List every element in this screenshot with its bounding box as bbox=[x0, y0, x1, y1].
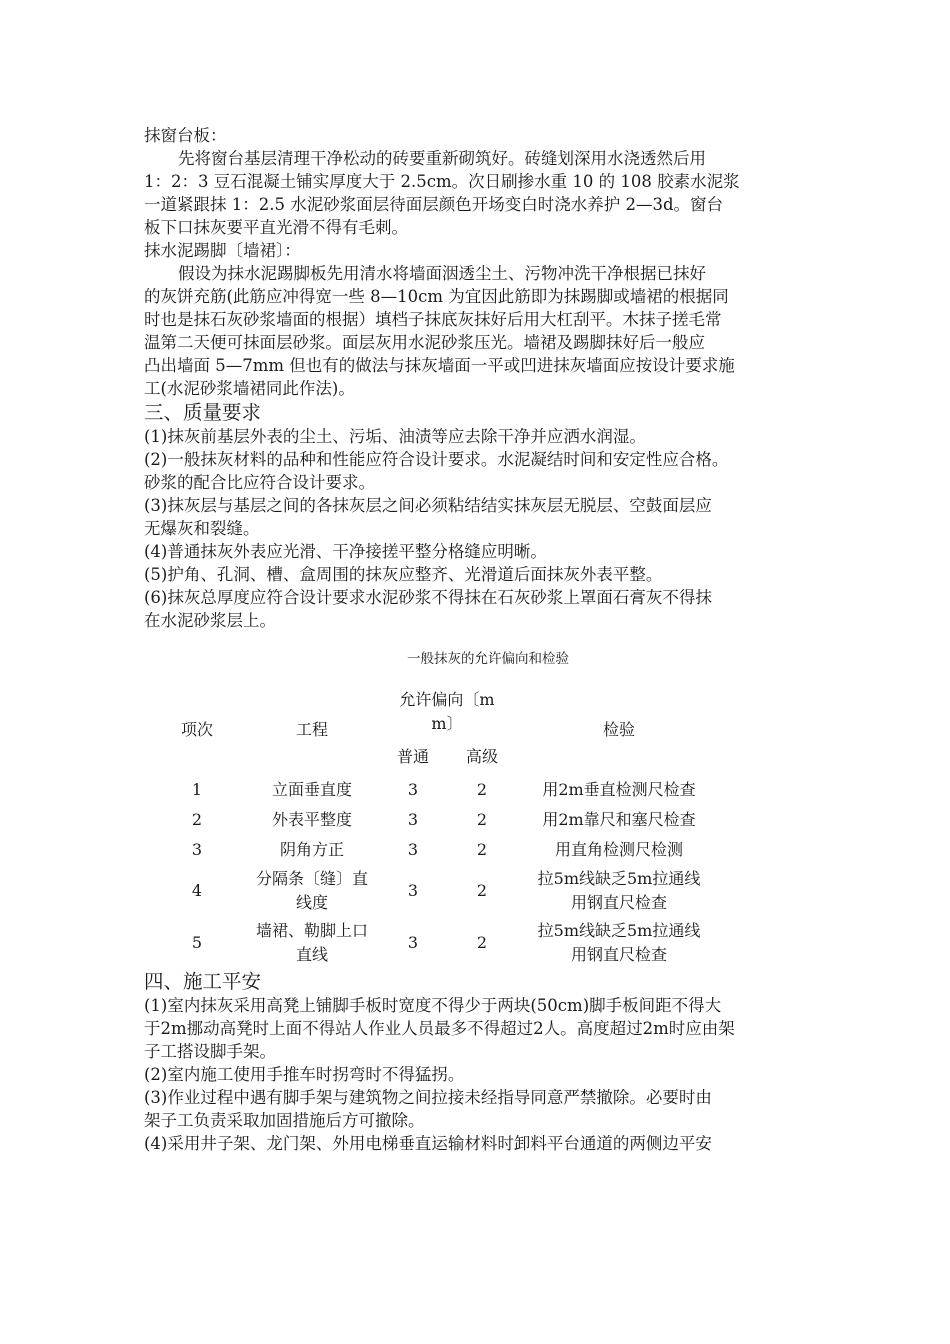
skirting-paragraph-line: 工(水泥砂浆墙裙同此作法)。 bbox=[144, 379, 355, 398]
table-row bbox=[148, 865, 722, 917]
cell-inspection-line: 拉5m线缺乏5m拉通线 bbox=[537, 869, 701, 888]
cell-project: 立面垂直度 bbox=[271, 780, 352, 799]
quality-item-line: (2)一般抹灰材料的品种和性能应符合设计要求。水泥凝结时间和安定性应合格。 bbox=[144, 450, 729, 469]
cell-no: 4 bbox=[191, 881, 203, 900]
quality-item-line: (5)护角、孔洞、槽、盒周围的抹灰应整齐、光滑道后面抹灰外表平整。 bbox=[144, 565, 663, 584]
cell-project-line: 直线 bbox=[295, 945, 328, 964]
safety-item-line: 子工搭设脚手架。 bbox=[144, 1042, 276, 1061]
header-inspection: 检验 bbox=[602, 720, 635, 739]
windowsill-paragraph-line: 一道紧跟抹 1：2.5 水泥砂浆面层待面层颜色开场变白时浇水养护 2—3d。窗台 bbox=[144, 195, 724, 214]
quality-item-line: (1)抹灰前基层外表的尘土、污垢、油渍等应去除干净并应洒水润湿。 bbox=[144, 427, 646, 446]
safety-item-line: (2)室内施工使用手推车时拐弯时不得猛拐。 bbox=[144, 1065, 465, 1084]
header-tolerance bbox=[378, 685, 516, 739]
cell-advanced: 2 bbox=[476, 840, 488, 859]
safety-item-line: (4)采用井子架、龙门架、外用电梯垂直运输材料时卸料平台通道的两侧边平安 bbox=[144, 1134, 712, 1153]
windowsill-paragraph-line: 先将窗台基层清理干净松动的砖要重新砌筑好。砖缝划深用水浇透然后用 bbox=[178, 149, 706, 168]
cell-advanced: 2 bbox=[476, 881, 488, 900]
cell-project: 阴角方正 bbox=[279, 840, 344, 859]
windowsill-paragraph-line: 板下口抹灰要平直光滑不得有毛刺。 bbox=[144, 218, 408, 237]
quality-item-line: 砂浆的配合比应符合设计要求。 bbox=[144, 473, 375, 492]
windowsill-paragraph-line: 1：2：3 豆石混凝土铺实厚度大于 2.5cm。次日刷掺水重 10 的 108 胶素水泥浆 bbox=[144, 172, 740, 191]
cell-inspection: 用直角检测尺检测 bbox=[554, 840, 683, 859]
cell-normal: 3 bbox=[407, 933, 419, 952]
table-row bbox=[148, 805, 722, 835]
header-normal: 普通 bbox=[396, 747, 429, 766]
cell-no: 2 bbox=[191, 810, 203, 829]
cell-advanced: 2 bbox=[476, 810, 488, 829]
safety-item-line: (1)室内抹灰采用高凳上铺脚手板时宽度不得少于两块(50cm)脚手板间距不得大 bbox=[144, 996, 722, 1015]
document-page bbox=[144, 124, 824, 1155]
cell-no: 1 bbox=[191, 780, 203, 799]
cell-project-line: 分隔条〔缝〕直 bbox=[255, 869, 368, 888]
safety-section-heading: 四、施工平安 bbox=[144, 970, 262, 993]
quality-item-line: (3)抹灰层与基层之间的各抹灰层之间必须粘结结实抹灰层无脱层、空鼓面层应 bbox=[144, 496, 712, 515]
cell-inspection-line: 用钢直尺检查 bbox=[570, 893, 667, 912]
header-tolerance-line: 允许偏向〔m bbox=[399, 690, 495, 709]
skirting-paragraph-line: 时也是抹石灰砂浆墙面的根据）填档子抹底灰抹好后用大杠刮平。木抹子搓毛常 bbox=[144, 310, 722, 329]
cell-project bbox=[246, 917, 378, 969]
cell-project-line: 线度 bbox=[295, 893, 328, 912]
skirting-paragraph-line: 假设为抹水泥踢脚板先用清水将墙面洇透尘土、污物冲洗干净根据已抹好 bbox=[178, 264, 706, 283]
header-project: 工程 bbox=[295, 720, 328, 739]
cell-advanced: 2 bbox=[476, 780, 488, 799]
cell-inspection bbox=[516, 865, 722, 917]
header-item: 项次 bbox=[180, 720, 213, 739]
safety-item-line: (3)作业过程中遇有脚手架与建筑物之间拉接未经指导同意严禁撤除。必要时由 bbox=[144, 1088, 712, 1107]
cell-advanced: 2 bbox=[476, 933, 488, 952]
cell-normal: 3 bbox=[407, 810, 419, 829]
quality-item-line: 无爆灰和裂缝。 bbox=[144, 519, 260, 538]
cell-normal: 3 bbox=[407, 881, 419, 900]
quality-section-heading: 三、质量要求 bbox=[144, 401, 262, 424]
quality-item-line: (4)普通抹灰外表应光滑、干净接搓平整分格缝应明晰。 bbox=[144, 542, 547, 561]
header-tolerance-line: m〕 bbox=[431, 714, 463, 733]
table-row bbox=[148, 835, 722, 865]
cell-inspection bbox=[516, 917, 722, 969]
table-row bbox=[148, 917, 722, 969]
skirting-paragraph-line: 温第二天便可抹面层砂浆。面层灰用水泥砂浆压光。墙裙及踢脚抹好后一般应 bbox=[144, 333, 705, 352]
cell-project: 外表平整度 bbox=[271, 810, 352, 829]
safety-item-line: 架子工负责采取加固措施后方可撤除。 bbox=[144, 1111, 425, 1130]
cell-inspection-line: 用钢直尺检查 bbox=[570, 945, 667, 964]
cell-inspection: 用2m靠尺和塞尺检查 bbox=[542, 810, 696, 829]
cell-project-line: 墙裙、勒脚上口 bbox=[255, 921, 368, 940]
skirting-paragraph-line: 凸出墙面 5—7mm 但也有的做法与抹灰墙面一平或凹进抹灰墙面应按设计要求施 bbox=[144, 356, 735, 375]
cell-no: 3 bbox=[191, 840, 203, 859]
skirting-heading: 抹水泥踢脚〔墙裙〕： bbox=[144, 241, 301, 260]
cell-inspection: 用2m垂直检测尺检查 bbox=[542, 780, 696, 799]
cell-normal: 3 bbox=[407, 780, 419, 799]
table-caption: 一般抹灰的允许偏向和检验 bbox=[407, 651, 569, 667]
quality-item-line: 在水泥砂浆层上。 bbox=[144, 611, 276, 630]
windowsill-heading: 抹窗台板： bbox=[144, 126, 227, 145]
cell-project bbox=[246, 865, 378, 917]
tolerance-table bbox=[148, 685, 722, 969]
cell-inspection-line: 拉5m线缺乏5m拉通线 bbox=[537, 921, 701, 940]
quality-item-line: (6)抹灰总厚度应符合设计要求水泥砂浆不得抹在石灰砂浆上罩面石膏灰不得抹 bbox=[144, 588, 712, 607]
skirting-paragraph-line: 的灰饼充筋(此筋应冲得宽一些 8—10cm 为宜因此筋即为抹踢脚或墙裙的根据同 bbox=[144, 287, 729, 306]
header-advanced: 高级 bbox=[465, 747, 498, 766]
cell-no: 5 bbox=[191, 933, 203, 952]
cell-normal: 3 bbox=[407, 840, 419, 859]
safety-item-line: 于2m挪动高凳时上面不得站人作业人员最多不得超过2人。高度超过2m时应由架 bbox=[144, 1019, 735, 1038]
table-header-row bbox=[148, 685, 722, 739]
table-row bbox=[148, 775, 722, 805]
